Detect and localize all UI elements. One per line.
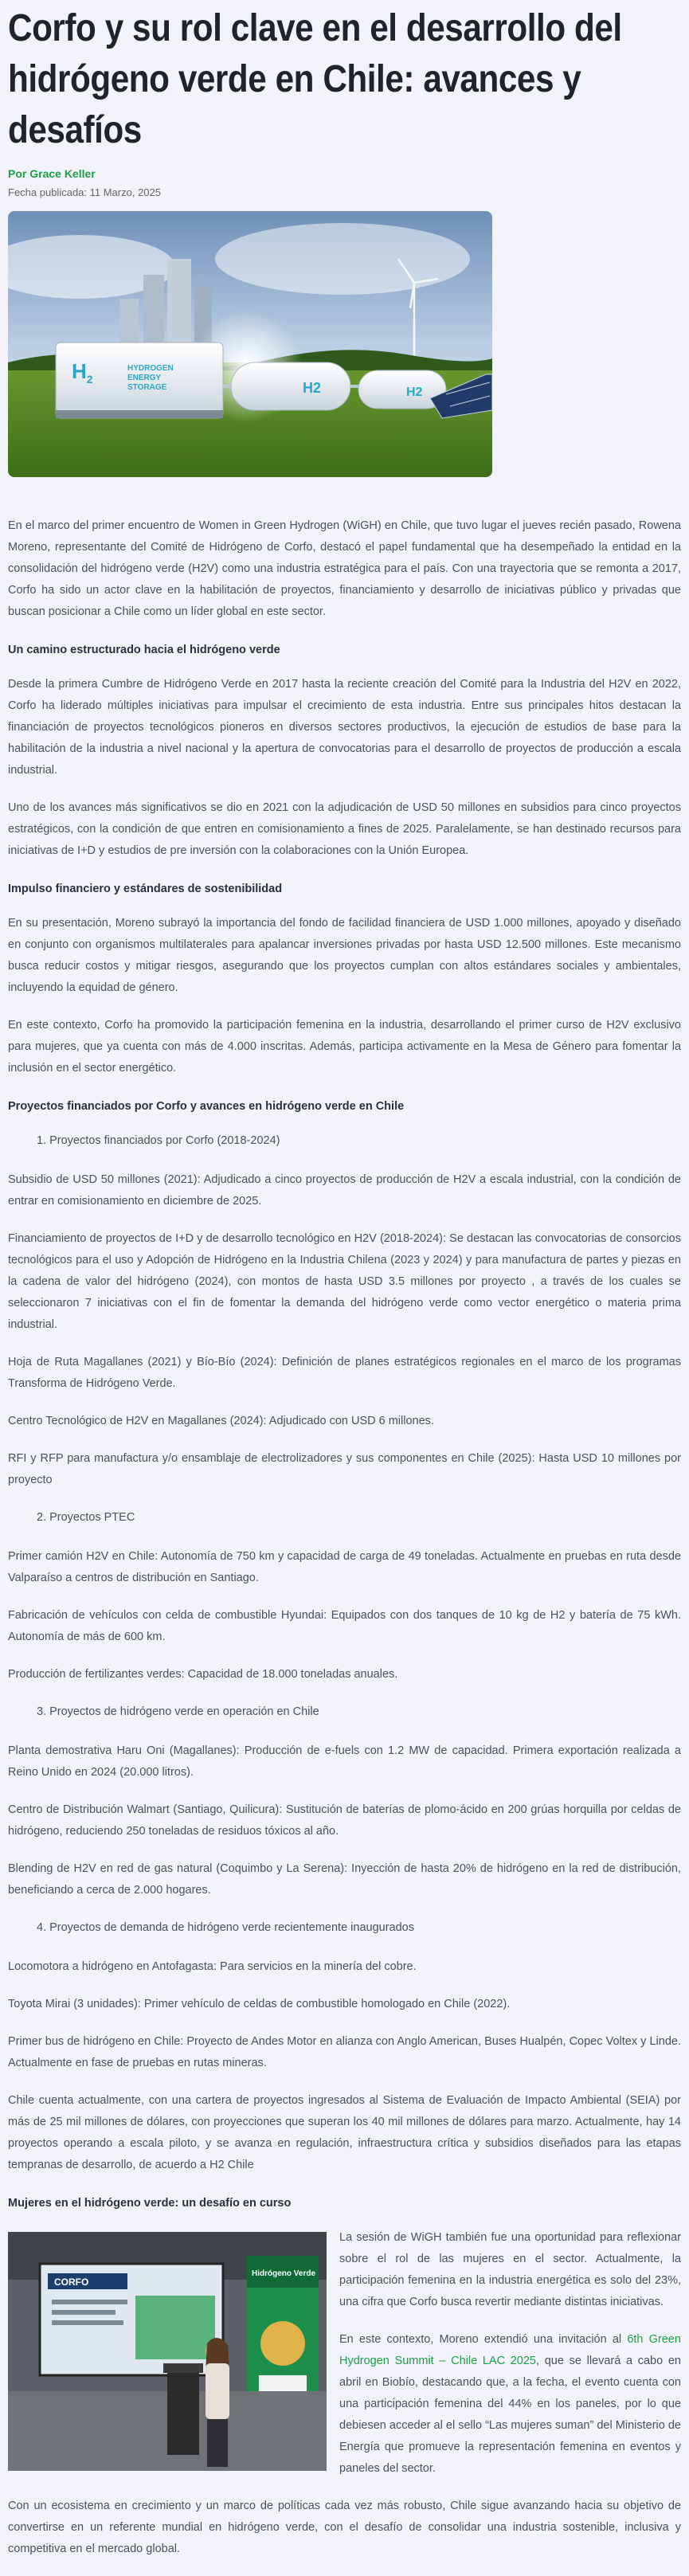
storage-label: HYDROGEN ENERGY STORAGE	[127, 364, 174, 392]
hero-image	[8, 211, 492, 477]
section-heading: Impulso financiero y estándares de sostenibilidad	[8, 883, 283, 895]
tank-badge-2: H2	[406, 386, 423, 399]
paragraph: Blending de H2V en red de gas natural (Coquimbo y La Serena): Inyección de hasta 20% de hidrógeno en la red de distribución, beneficiando a cerca de 2.000 hogares.	[8, 1862, 681, 1897]
paragraph: Centro de Distribución Walmart (Santiago, Quilicura): Sustitución de baterías de plomo-ácido en 200 grúas horquilla por celdas de hidrógeno, reduciendo 250 toneladas de residuos tóxicos al año.	[8, 1803, 681, 1838]
paragraph: En este contexto, Moreno extendió una invitación al 6th Green Hydrogen Summit – Chile LAC 2025, que se llevará a cabo en abril en Biobío, destacando que, a la fecha, el evento cuenta con una participación femenina del 44% en los paneles, por lo que debiesen acceder al el sello “Las mujeres suman” del Ministerio de Energía que promueve la representación femenina en eventos y paneles del sector.	[339, 2333, 681, 2475]
screen-title: CORFO	[54, 2277, 89, 2288]
paragraph: Chile cuenta actualmente, con una cartera de proyectos ingresados al Sistema de Evaluación de Impacto Ambiental (SEIA) por más de 25 mil millones de dólares, con proyecciones que superan los 40 mil millones de dólares para marzo. Actualmente, hay 14 proyectos operando a escala piloto, y se avanza en regulación, infraestructura crítica y subsidios diseñados para las etapas tempranas de desarrollo, de acuerdo a H2 Chile	[8, 2094, 681, 2171]
paragraph: La sesión de WiGH también fue una oportunidad para reflexionar sobre el rol de las mujeres en el sector. Actualmente, la participación femenina en la industria energética es solo del 23%, una cifra que Corfo busca revertir mediante distintas iniciativas.	[339, 2231, 681, 2308]
speaker-photo-illustration	[8, 2232, 327, 2471]
paragraph: Primer bus de hidrógeno en Chile: Proyecto de Andes Motor en alianza con Anglo American, Buses Hualpén, Copec Voltex y Linde. Actualmente en fase de pruebas en rutas mineras.	[8, 2035, 681, 2069]
numbered-heading: 4. Proyectos de demanda de hidrógeno verde recientemente inaugurados	[37, 1921, 414, 1934]
h2-label: $H_2$	[72, 359, 93, 386]
article-title: Corfo y su rol clave en el desarrollo del hidrógeno verde en Chile: avances y desafíos	[8, 7, 622, 151]
author-byline[interactable]: Por Grace Keller	[8, 167, 96, 180]
paragraph: Fabricación de vehículos con celda de combustible Hyundai: Equipados con dos tanques de 10 kg de H2 y batería de 75 kWh. Autonomía de más de 600 km.	[8, 1609, 681, 1643]
tank-badge: H2	[303, 380, 322, 396]
event-photo	[8, 2232, 327, 2471]
paragraph: Desde la primera Cumbre de Hidrógeno Verde en 2017 hasta la reciente creación del Comité para la Industria del H2V en 2022, Corfo ha liderado múltiples iniciativas para impulsar el crecimiento de esta industria. Entre sus principales hitos destacan la financiación de proyectos tecnológicos pioneros en diversos sectores productivos, la ejecución de estudios de base para la habilitación de la industria a nivel nacional y la apertura de convocatorias para el desarrollo de proyectos de producción a escala industrial.	[8, 678, 681, 777]
paragraph: En el marco del primer encuentro de Women in Green Hydrogen (WiGH) en Chile, que tuvo lugar el jueves recién pasado, Rowena Moreno, representante del Comité de Hidrógeno de Corfo, destacó el papel fundamental que ha desempeñado la entidad en la consolidación del hidrógeno verde (H2V) como una industria estratégica para el país. Con una trayectoria que se remonta a 2017, Corfo ha sido un actor clave en la habilitación de proyectos, financiamiento y desarrollo de iniciativas público y privadas que buscan posicionar a Chile como un líder global en este sector.	[8, 519, 681, 618]
section-heading: Proyectos financiados por Corfo y avances en hidrógeno verde en Chile	[8, 1100, 405, 1113]
paragraph: Planta demostrativa Haru Oni (Magallanes): Producción de e-fuels con 1.2 MW de capacidad. Primera exportación realizada a Reino Unido en 2024 (20.000 litros).	[8, 1744, 681, 1779]
paragraph: Hoja de Ruta Magallanes (2021) y Bío-Bío (2024): Definición de planes estratégicos regionales en el marco de los programas Transforma de Hidrógeno Verde.	[8, 1356, 681, 1390]
paragraph: Subsidio de USD 50 millones (2021): Adjudicado a cinco proyectos de producción de H2V a escala industrial, con la condición de entrar en comisionamiento en diciembre de 2025.	[8, 1173, 681, 1208]
paragraph: Con un ecosistema en crecimiento y un marco de políticas cada vez más robusto, Chile sigue avanzando hacia su objetivo de convertirse en un referente mundial en hidrógeno verde, con el desafío de consolidar una industria sostenible, inclusiva y competitiva en el mercado global.	[8, 2500, 681, 2555]
paragraph: Producción de fertilizantes verdes: Capacidad de 18.000 toneladas anuales.	[8, 1668, 398, 1681]
numbered-heading: 2. Proyectos PTEC	[37, 1511, 135, 1524]
article-body	[8, 515, 681, 2560]
hydrogen-storage-illustration	[8, 211, 492, 477]
banner-text: Hidrógeno Verde	[252, 2269, 316, 2278]
paragraph: Primer camión H2V en Chile: Autonomía de 750 km y capacidad de carga de 49 toneladas. Actualmente en pruebas en ruta desde Valparaíso a centros de distribución en Santiago.	[8, 1550, 681, 1584]
paragraph: Locomotora a hidrógeno en Antofagasta: Para servicios en la minería del cobre.	[8, 1960, 417, 1973]
summit-link[interactable]: 6th Green Hydrogen Summit – Chile LAC 2025	[339, 2333, 681, 2367]
numbered-heading: 3. Proyectos de hidrógeno verde en operación en Chile	[37, 1705, 319, 1718]
paragraph: RFI y RFP para manufactura y/o ensamblaje de electrolizadores y sus componentes en Chile (2025): Hasta USD 10 millones por proyecto	[8, 1452, 681, 1486]
publish-date: Fecha publicada: 11 Marzo, 2025	[8, 186, 161, 198]
section-heading: Mujeres en el hidrógeno verde: un desafío en curso	[8, 2197, 292, 2210]
paragraph: Financiamiento de proyectos de I+D y de desarrollo tecnológico en H2V (2018-2024): Se destacan las convocatorias de consorcios tecnológicos para el uso y Adopción de Hidrógeno en la Industria Chilena (2023 y 2024) y para manufactura de partes y piezas en la cadena de valor del hidrógeno (2024), con montos de hasta USD 3.5 millones por proyecto , a través de los cuales se seleccionaron 7 iniciativas con el fin de fomentar la demanda del hidrógeno verde como vector energético o materia prima industrial.	[8, 1232, 681, 1331]
paragraph: Uno de los avances más significativos se dio en 2021 con la adjudicación de USD 50 millones en subsidios para cinco proyectos estratégicos, con la condición de que entren en comisionamiento a fines de 2025. Paralelamente, se han destinado recursos para iniciativas de I+D y estudios de pre inversión con la colaboraciones con la Unión Europea.	[8, 801, 681, 857]
women-section	[8, 2227, 681, 2496]
section-heading: Un camino estructurado hacia el hidrógeno verde	[8, 644, 280, 656]
numbered-heading: 1. Proyectos financiados por Corfo (2018-2024)	[37, 1134, 280, 1147]
paragraph: En este contexto, Corfo ha promovido la participación femenina en la industria, desarrollando el primer curso de H2V exclusivo para mujeres, que ya cuenta con más de 4.000 inscritas. Además, participa activamente en la Mesa de Género para fomentar la inclusión en el sector energético.	[8, 1019, 681, 1075]
paragraph: Toyota Mirai (3 unidades): Primer vehículo de celdas de combustible homologado en Chile (2022).	[8, 1998, 511, 2010]
paragraph: En su presentación, Moreno subrayó la importancia del fondo de facilidad financiera de USD 1.000 millones, apoyado y diseñado en conjunto con organismos multilaterales para apalancar inversiones privadas por hasta USD 12.500 millones. Este mecanismo busca reducir costos y mitigar riesgos, asegurando que los proyectos cumplan con altos estándares sociales y ambientales, incluyendo la equidad de género.	[8, 917, 681, 994]
paragraph: Centro Tecnológico de H2V en Magallanes (2024): Adjudicado con USD 6 millones.	[8, 1415, 434, 1427]
